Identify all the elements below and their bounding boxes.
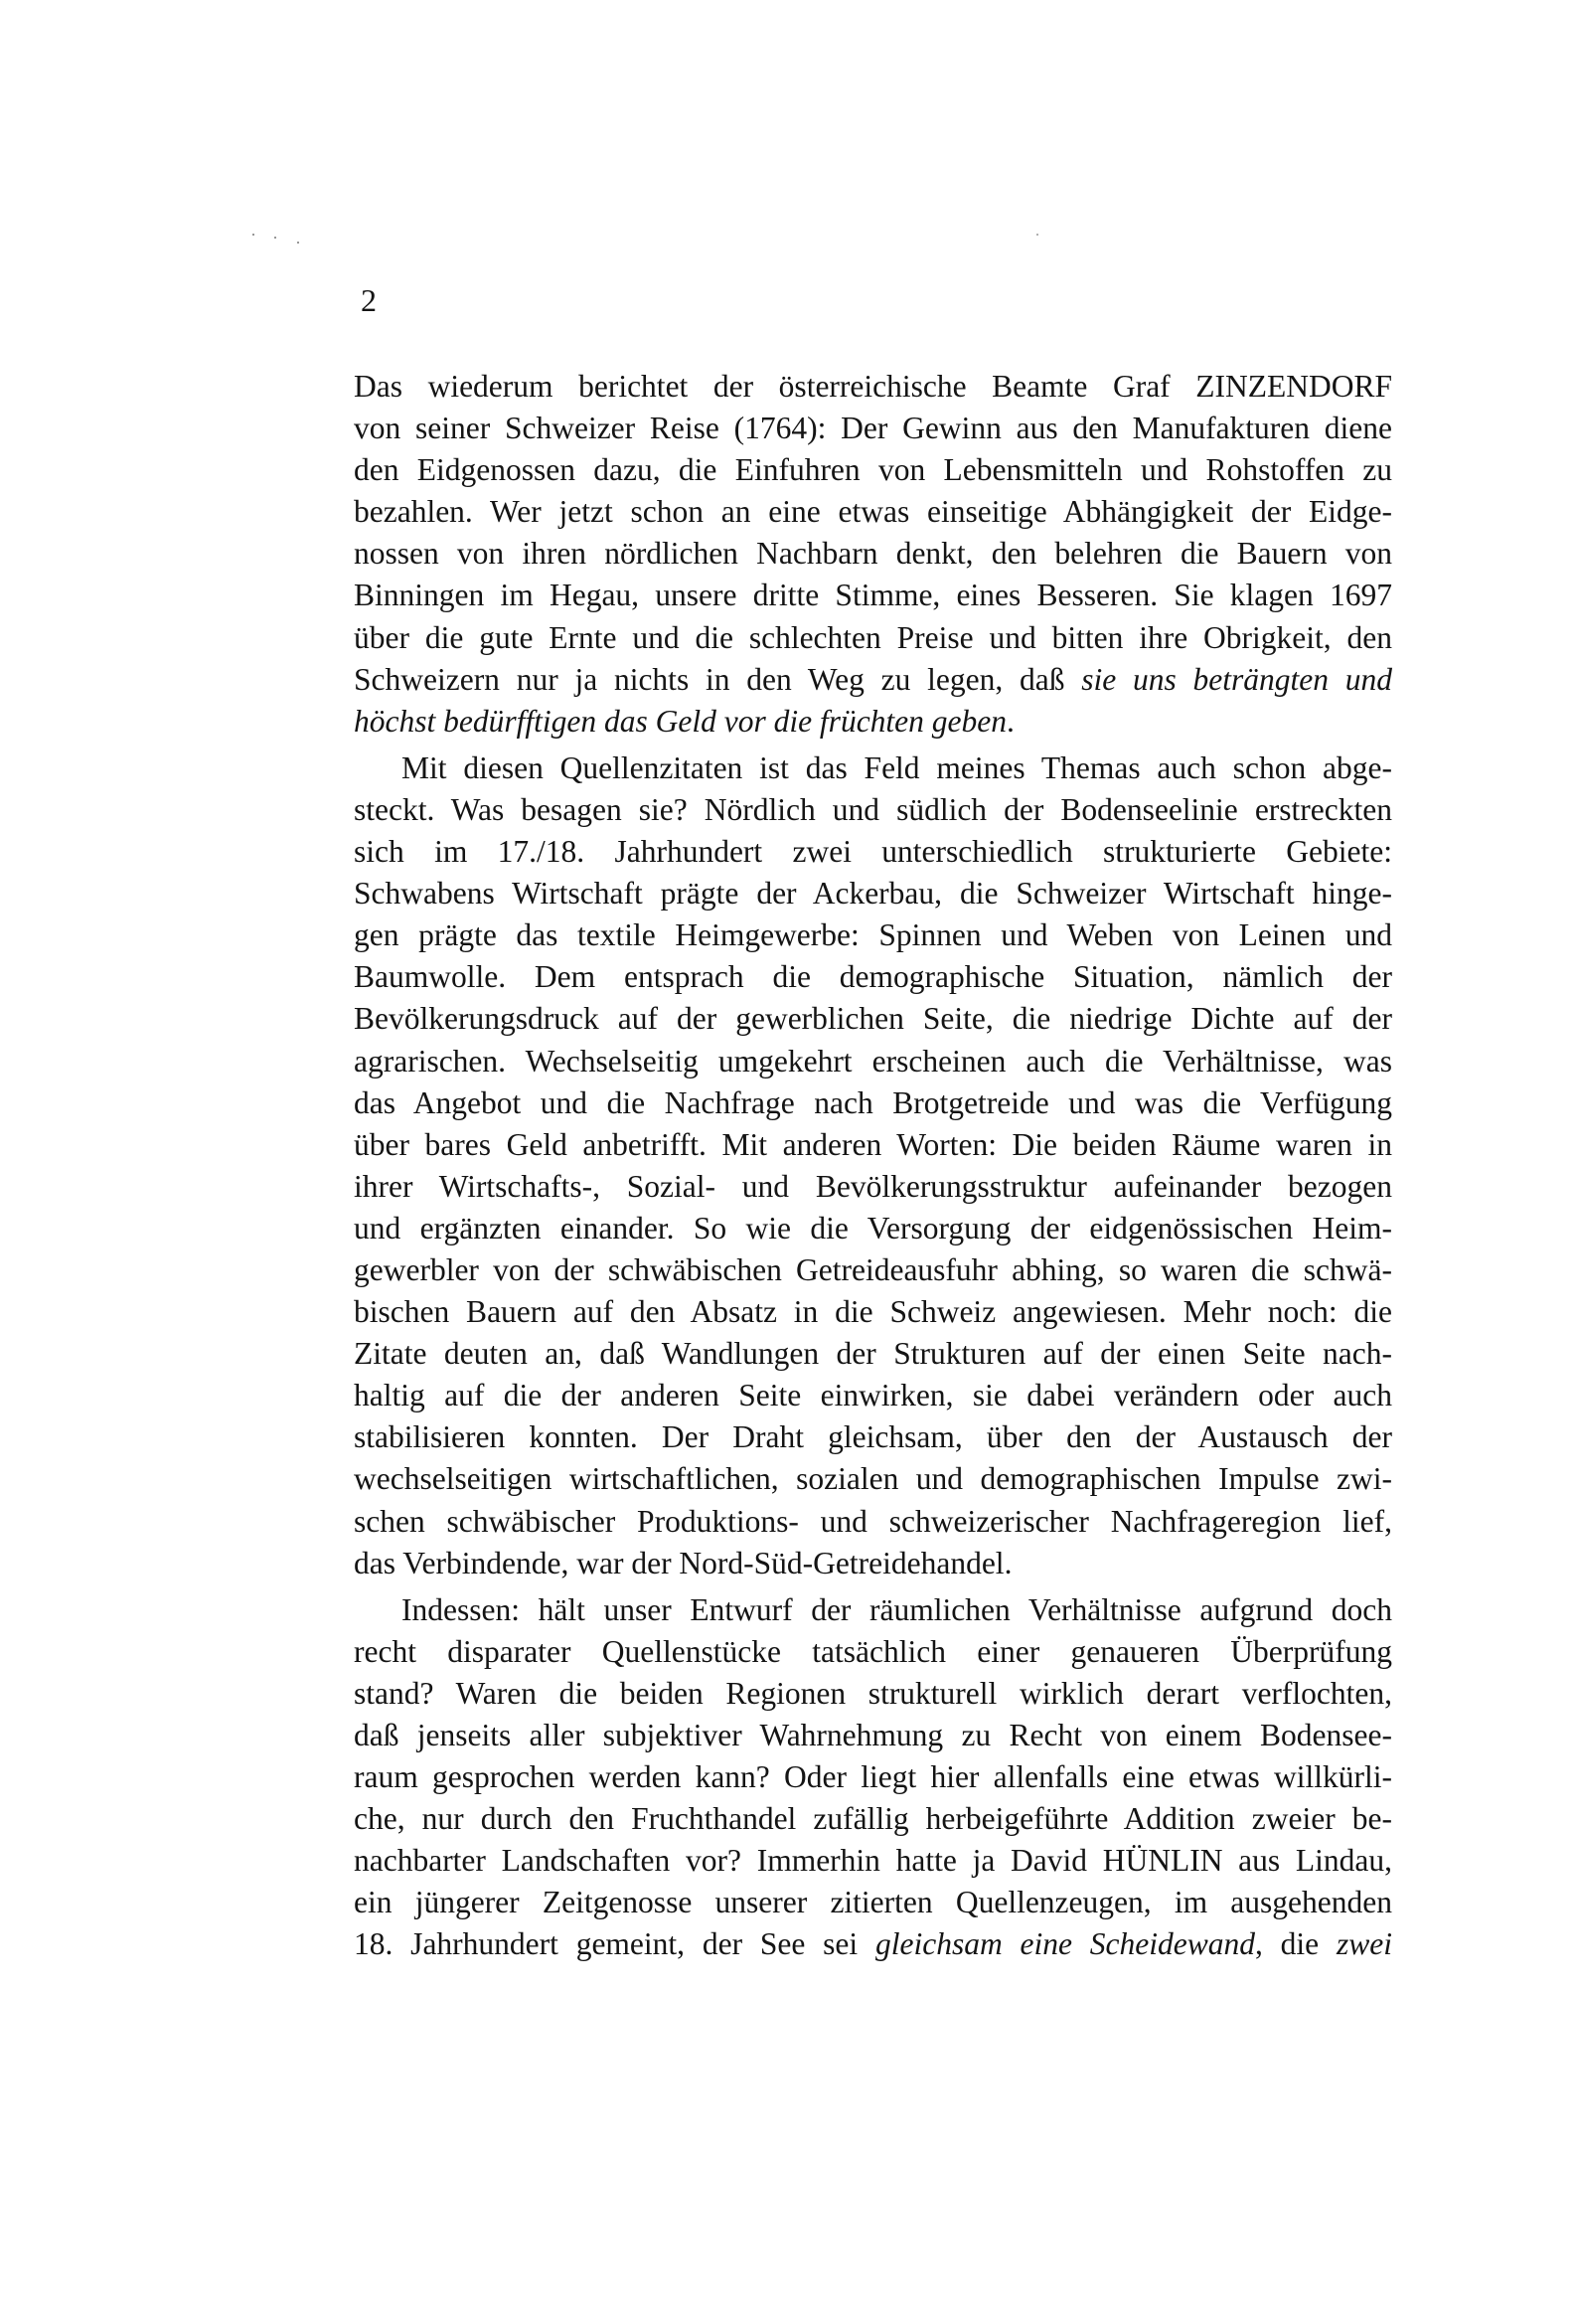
paragraph — [354, 1589, 1392, 1966]
text-segment: Bevölkerungsdruck auf der gewerblichen Seite, die niedrige Dichte auf der — [354, 1001, 1392, 1037]
text-line — [354, 1208, 1392, 1249]
text-segment: bezahlen. Wer jetzt schon an eine etwas einseitige Abhängigkeit der Eidge- — [354, 494, 1392, 530]
text-line — [354, 1882, 1392, 1923]
italic-segment: gleichsam eine Scheidewand — [874, 1926, 1255, 1962]
text-segment: schen schwäbischer Produktions- und schweizerischer Nachfrageregion lief, — [354, 1503, 1392, 1539]
text-segment: über die gute Ernte und die schlechten Preise und bitten ihre Obrigkeit, den — [354, 619, 1392, 655]
text-segment: das Verbindende, war der Nord-Süd-Getreidehandel. — [354, 1545, 1013, 1580]
text-line — [354, 831, 1392, 873]
text-segment: ein jüngerer Zeitgenosse unserer zitierten Quellenzeugen, im ausgehenden — [354, 1885, 1392, 1920]
text-segment: über bares Geld anbetrifft. Mit anderen Worten: Die beiden Räume waren in — [354, 1126, 1392, 1162]
page-number: 2 — [361, 282, 377, 318]
text-segment: recht disparater Quellenstücke tatsächlich einer genaueren Überprüfung — [354, 1633, 1392, 1669]
text-line — [354, 1715, 1392, 1756]
text-line — [354, 1124, 1392, 1166]
text-line — [354, 617, 1392, 659]
text-segment: Das wiederum berichtet der österreichische Beamte Graf ZINZENDORF — [354, 369, 1392, 404]
text-segment: steckt. Was besagen sie? Nördlich und südlich der Bodenseelinie erstreckten — [354, 791, 1392, 827]
text-line — [354, 575, 1392, 616]
text-line — [354, 1756, 1392, 1798]
text-segment: gewerbler von der schwäbischen Getreideausfuhr abhing, so waren die schwä- — [354, 1251, 1392, 1287]
paragraph — [354, 747, 1392, 1584]
italic-segment: zwei — [1336, 1926, 1392, 1962]
text-segment: nossen von ihren nördlichen Nachbarn denkt, den belehren die Bauern von — [354, 536, 1392, 572]
text-segment: stand? Waren die beiden Regionen strukturell wirklich derart verflochten, — [354, 1675, 1392, 1711]
text-line — [354, 408, 1392, 449]
text-line — [354, 789, 1392, 831]
text-line — [354, 1416, 1392, 1458]
text-line — [354, 1798, 1392, 1840]
text-line — [354, 1631, 1392, 1673]
italic-segment: höchst bedürfftigen das Geld vor die früchten geben — [354, 703, 1007, 739]
text-line — [354, 1249, 1392, 1291]
text-segment: che, nur durch den Fruchthandel zufällig herbeigeführte Addition zweier be- — [354, 1801, 1392, 1837]
text-segment: bischen Bauern auf den Absatz in die Schweiz angewiesen. Mehr noch: die — [354, 1294, 1392, 1330]
text-line — [354, 1673, 1392, 1715]
text-line — [354, 1333, 1392, 1375]
text-segment: den Eidgenossen dazu, die Einfuhren von Lebensmitteln und Rohstoffen zu — [354, 452, 1392, 488]
text-line — [354, 1840, 1392, 1882]
text-segment: nachbarter Landschaften vor? Immerhin hatte ja David HÜNLIN aus Lindau, — [354, 1843, 1392, 1879]
text-line — [354, 1166, 1392, 1208]
text-line — [354, 1589, 1392, 1631]
text-line — [354, 873, 1392, 914]
text-segment: . — [1007, 703, 1015, 739]
text-line — [354, 533, 1392, 575]
text-line — [354, 1082, 1392, 1124]
text-segment: agrarischen. Wechselseitig umgekehrt erscheinen auch die Verhältnisse, was — [354, 1043, 1392, 1079]
text-line — [354, 449, 1392, 491]
text-segment: das Angebot und die Nachfrage nach Brotgetreide und was die Verfügung — [354, 1084, 1392, 1120]
text-segment: haltig auf die der anderen Seite einwirken, sie dabei verändern oder auch — [354, 1378, 1392, 1413]
text-segment: gen prägte das textile Heimgewerbe: Spinnen und Weben von Leinen und — [354, 917, 1392, 953]
text-segment: wechselseitigen wirtschaftlichen, sozialen und demographischen Impulse zwi- — [354, 1461, 1392, 1497]
text-line — [354, 366, 1392, 408]
text-line — [354, 1543, 1392, 1584]
text-segment: daß jenseits aller subjektiver Wahrnehmung zu Recht von einem Bodensee- — [354, 1718, 1392, 1752]
text-line — [354, 998, 1392, 1040]
text-segment: Binningen im Hegau, unsere dritte Stimme, eines Besseren. Sie klagen 1697 — [354, 578, 1392, 613]
text-line — [354, 1291, 1392, 1333]
text-segment: sich im 17./18. Jahrhundert zwei unterschiedlich strukturierte Gebiete: — [354, 834, 1392, 870]
text-line — [354, 956, 1392, 998]
text-segment: ihrer Wirtschafts-, Sozial- und Bevölkerungsstruktur aufeinander bezogen — [354, 1168, 1392, 1204]
text-line — [354, 701, 1392, 743]
paragraph — [354, 366, 1392, 743]
italic-segment: sie uns beträngten und — [1081, 661, 1392, 697]
text-line — [354, 1458, 1392, 1500]
text-line — [354, 747, 1392, 789]
text-line — [354, 1501, 1392, 1543]
text-segment: Schweizern nur ja nichts in den Weg zu legen, daß — [354, 661, 1082, 697]
text-segment: 18. Jahrhundert gemeint, der See sei — [354, 1926, 875, 1962]
text-segment: Mit diesen Quellenzitaten ist das Feld meines Themas auch schon abge- — [401, 749, 1392, 785]
text-line — [354, 659, 1392, 701]
text-segment: , die — [1255, 1926, 1337, 1962]
text-line — [354, 1923, 1392, 1965]
text-segment: Indessen: hält unser Entwurf der räumlichen Verhältnisse aufgrund doch — [401, 1591, 1392, 1627]
text-segment: raum gesprochen werden kann? Oder liegt hier allenfalls eine etwas willkürli- — [354, 1759, 1392, 1795]
text-segment: und ergänzten einander. So wie die Versorgung der eidgenössischen Heim- — [354, 1210, 1392, 1245]
text-line — [354, 1041, 1392, 1082]
text-segment: Baumwolle. Dem entsprach die demographische Situation, nämlich der — [354, 959, 1392, 995]
body-text — [354, 366, 1392, 1966]
text-line — [354, 914, 1392, 956]
text-segment: stabilisieren konnten. Der Draht gleichsam, über den der Austausch der — [354, 1419, 1392, 1455]
text-segment: Schwabens Wirtschaft prägte der Ackerbau, die Schweizer Wirtschaft hinge- — [354, 876, 1392, 912]
text-segment: Zitate deuten an, daß Wandlungen der Strukturen auf der einen Seite nach- — [354, 1336, 1392, 1372]
text-segment: von seiner Schweizer Reise (1764): Der Gewinn aus den Manufakturen diene — [354, 411, 1392, 446]
text-line — [354, 491, 1392, 533]
text-line — [354, 1375, 1392, 1416]
